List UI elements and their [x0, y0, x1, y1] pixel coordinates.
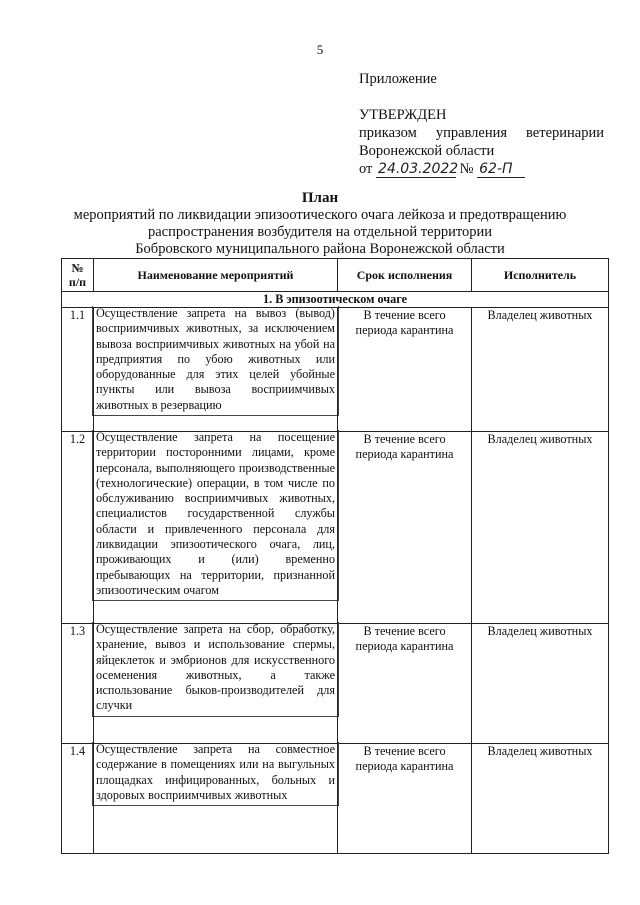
subtitle-line-3: Бобровского муниципального района Воронежской области: [135, 241, 505, 257]
term-line-2: периода карантина: [355, 759, 454, 774]
term-line-1: В течение всего: [363, 432, 446, 446]
subtitle-line-1: мероприятий по ликвидации эпизоотического очага лейкоза и предотвращению: [73, 207, 567, 223]
row-executor: Владелец животных: [472, 744, 609, 854]
term-line-1: В течение всего: [363, 308, 446, 322]
row-number: 1.2: [62, 432, 94, 624]
date-prefix: от: [359, 161, 373, 177]
order-number-handwritten: 62-П: [477, 162, 525, 178]
term-line-2: периода карантина: [355, 323, 454, 338]
section-title: 1. В эпизоотическом очаге: [62, 292, 609, 308]
measure-text: Осуществление запрета на посещение территории посторонними лицами, кроме персонала, выполняющего производственные (технологические) операции, в том числе по обслуживанию восприимчивых животных, специалистов государственной службы области и привлеченного персонала для ликвидации эпизоотического очага, лиц, проживающих и (или) временно пребывающих на территории, признанной эпизоотическим очагом: [92, 430, 339, 601]
approval-block: [359, 70, 604, 178]
header-num: [62, 259, 94, 292]
order-line-1: приказом управления ветеринарии: [359, 125, 604, 141]
header-num-line-1: №: [71, 261, 84, 275]
row-measure: [94, 624, 338, 744]
document-title: План: [301, 190, 339, 206]
row-measure: [94, 308, 338, 432]
row-term: [338, 744, 472, 854]
measure-text: Осуществление запрета на сбор, обработку, хранение, вывоз и использование спермы, яйцеклеток и эмбрионов для искусственного осеменения животных, а также использование быков-производителей для случки: [92, 622, 339, 717]
table-row: [62, 744, 609, 854]
row-executor: Владелец животных: [472, 432, 609, 624]
term-line-2: периода карантина: [355, 447, 454, 462]
row-measure: [94, 432, 338, 624]
measure-text: Осуществление запрета на вывоз (вывод) восприимчивых животных, за исключением вывоза восприимчивых животных на убой на предприятия по убою животных или оборудованные для этих целей убойные пункты или вывоза восприимчивых животных в резервацию: [92, 306, 339, 416]
order-date-number: [359, 160, 604, 178]
plan-table: [61, 258, 609, 854]
table-header-row: [62, 259, 609, 292]
subtitle-line-2: распространения возбудителя на отдельной территории: [148, 224, 492, 240]
row-executor: Владелец животных: [472, 308, 609, 432]
order-line-2: Воронежской области: [359, 143, 495, 159]
row-number: 1.3: [62, 624, 94, 744]
term-line-1: В течение всего: [363, 624, 446, 638]
page-number: 5: [316, 42, 324, 57]
row-term: [338, 432, 472, 624]
term-line-2: периода карантина: [355, 639, 454, 654]
table-row: [62, 432, 609, 624]
approved-label: УТВЕРЖДЕН: [359, 107, 447, 123]
row-number: 1.4: [62, 744, 94, 854]
header-num-line-2: п/п: [68, 275, 87, 289]
row-executor: Владелец животных: [472, 624, 609, 744]
document-subtitle: [60, 207, 580, 258]
row-measure: [94, 744, 338, 854]
row-term: [338, 308, 472, 432]
term-line-1: В течение всего: [363, 744, 446, 758]
order-date-handwritten: 24.03.2022: [378, 161, 459, 177]
table-row: [62, 624, 609, 744]
number-prefix: №: [459, 161, 474, 177]
header-executor: Исполнитель: [472, 259, 609, 292]
measure-text: Осуществление запрета на совместное содержание в помещениях или на выгульных площадках инфицированных, больных и здоровых восприимчивых животных: [92, 742, 339, 806]
table-row: [62, 308, 609, 432]
row-number: 1.1: [62, 308, 94, 432]
appendix-label: Приложение: [359, 71, 437, 87]
header-name: Наименование мероприятий: [94, 259, 338, 292]
row-term: [338, 624, 472, 744]
header-term: Срок исполнения: [338, 259, 472, 292]
